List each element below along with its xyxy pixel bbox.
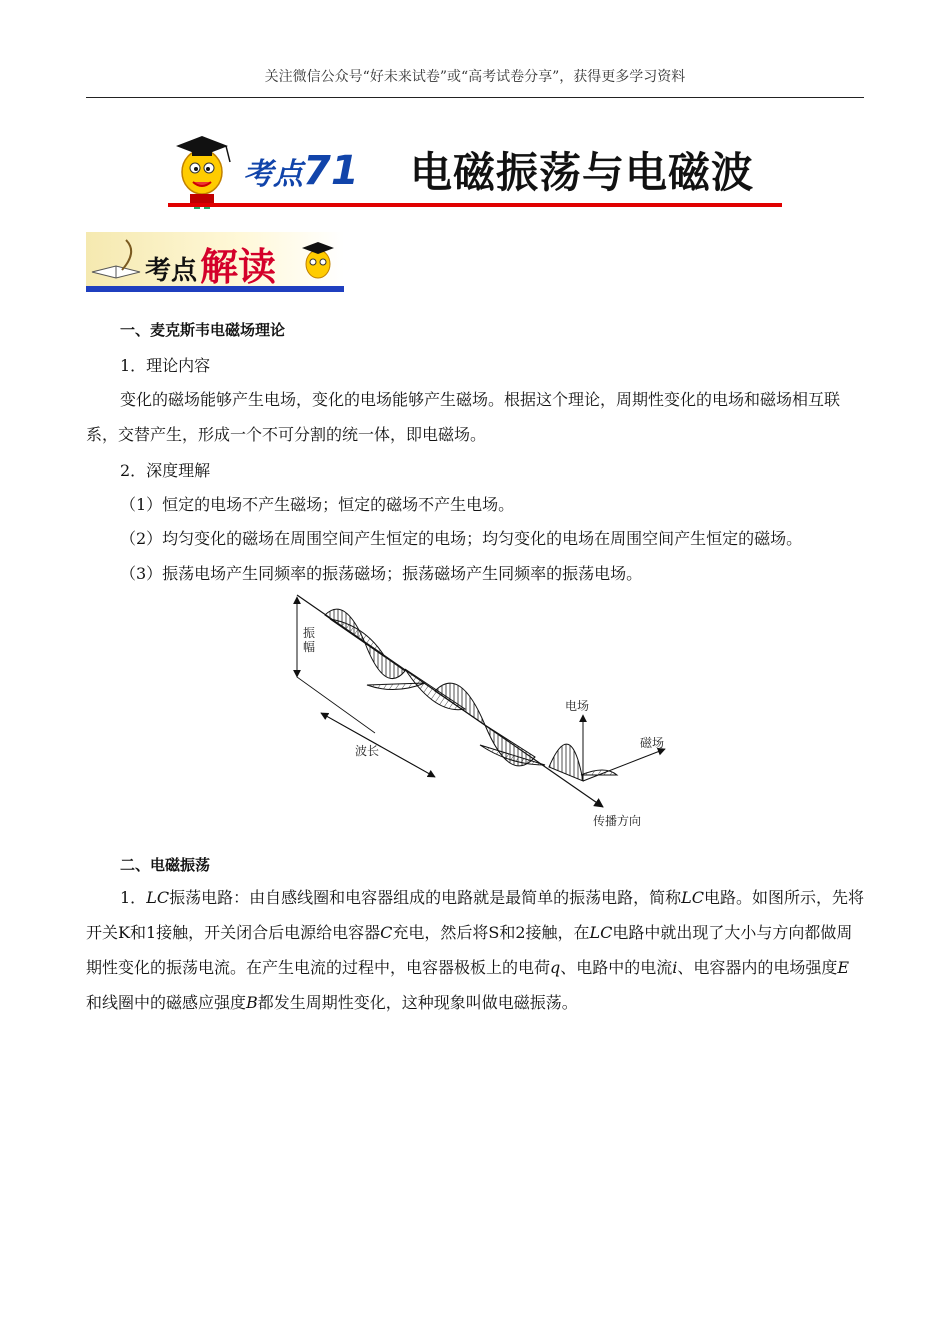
b-field-label: 磁场	[640, 736, 665, 750]
section-heading-2: 二、电磁振荡	[120, 856, 211, 874]
symbol-lc: LC	[589, 923, 613, 942]
section-badge-right: 解读	[200, 244, 277, 289]
text-run: 、电路中的电流	[560, 958, 673, 977]
section-heading-1: 一、麦克斯韦电磁场理论	[120, 321, 286, 339]
understanding-point-1: （1）恒定的电场不产生磁场；恒定的磁场不产生电场。	[120, 495, 515, 514]
symbol-q: q	[550, 958, 561, 977]
title-underline	[168, 203, 782, 207]
item-heading-1: 1．理论内容	[120, 356, 211, 375]
chapter-number	[243, 148, 359, 194]
symbol-i: i	[672, 958, 678, 977]
text-run: 和线圈中的磁感应强度	[86, 993, 247, 1012]
symbol-c: C	[380, 923, 393, 942]
text-run: 、电容器内的电场强度	[677, 958, 838, 977]
amplitude-label-2: 幅	[303, 640, 316, 654]
direction-label: 传播方向	[593, 814, 642, 828]
text-run: 振荡电路：由自感线圈和电容器组成的电路就是最简单的振荡电路，简称	[169, 888, 682, 907]
paragraph-theory: 变化的磁场能够产生电场，变化的电场能够产生磁场。根据这个理论，周期性变化的电场和磁场相互联系，交替产生，形成一个不可分割的统一体，即电磁场。	[86, 390, 841, 444]
section-badge-left: 考点	[145, 256, 198, 286]
mascot-icon	[176, 136, 230, 209]
wavelength-label: 波长	[355, 744, 380, 758]
understanding-point-2: （2）均匀变化的磁场在周围空间产生恒定的电场；均匀变化的电场在周围空间产生恒定的磁场。	[120, 529, 803, 548]
em-wave-figure	[285, 585, 685, 835]
amplitude-label-1: 振	[303, 626, 316, 640]
chapter-number-value: 71	[303, 148, 359, 194]
chapter-prefix: 考点	[243, 157, 303, 192]
understanding-point-3: （3）振荡电场产生同频率的振荡磁场；振荡磁场产生同频率的振荡电场。	[120, 564, 643, 583]
text-run: 充电，然后将S和2接触，在	[392, 923, 590, 942]
page-title: 电磁振荡与电磁波	[410, 148, 755, 197]
symbol-lc: LC	[681, 888, 704, 907]
item-heading-2: 2．深度理解	[120, 461, 211, 480]
symbol-b: B	[246, 993, 258, 1012]
symbol-lc: LC	[146, 888, 170, 907]
text-run: 电路。如图所示，先将开关K和1接触，开关闭合后电源给电容器	[86, 888, 864, 942]
header-divider	[86, 97, 864, 98]
text-run: 电路中就出现了大小与方向都做周期性变化的振荡电流。在产生电流的过程中，电容器极板上的电荷	[86, 923, 853, 977]
header-note: 关注微信公众号“好未来试卷”或“高考试卷分享”，获得更多学习资料	[264, 69, 686, 85]
e-field-label: 电场	[565, 699, 590, 713]
symbol-e: E	[837, 958, 850, 977]
text-run: 都发生周期性变化，这种现象叫做电磁振荡。	[257, 993, 578, 1012]
text-run: 1．	[120, 888, 147, 907]
paragraph-lc-circuit	[86, 880, 864, 1020]
